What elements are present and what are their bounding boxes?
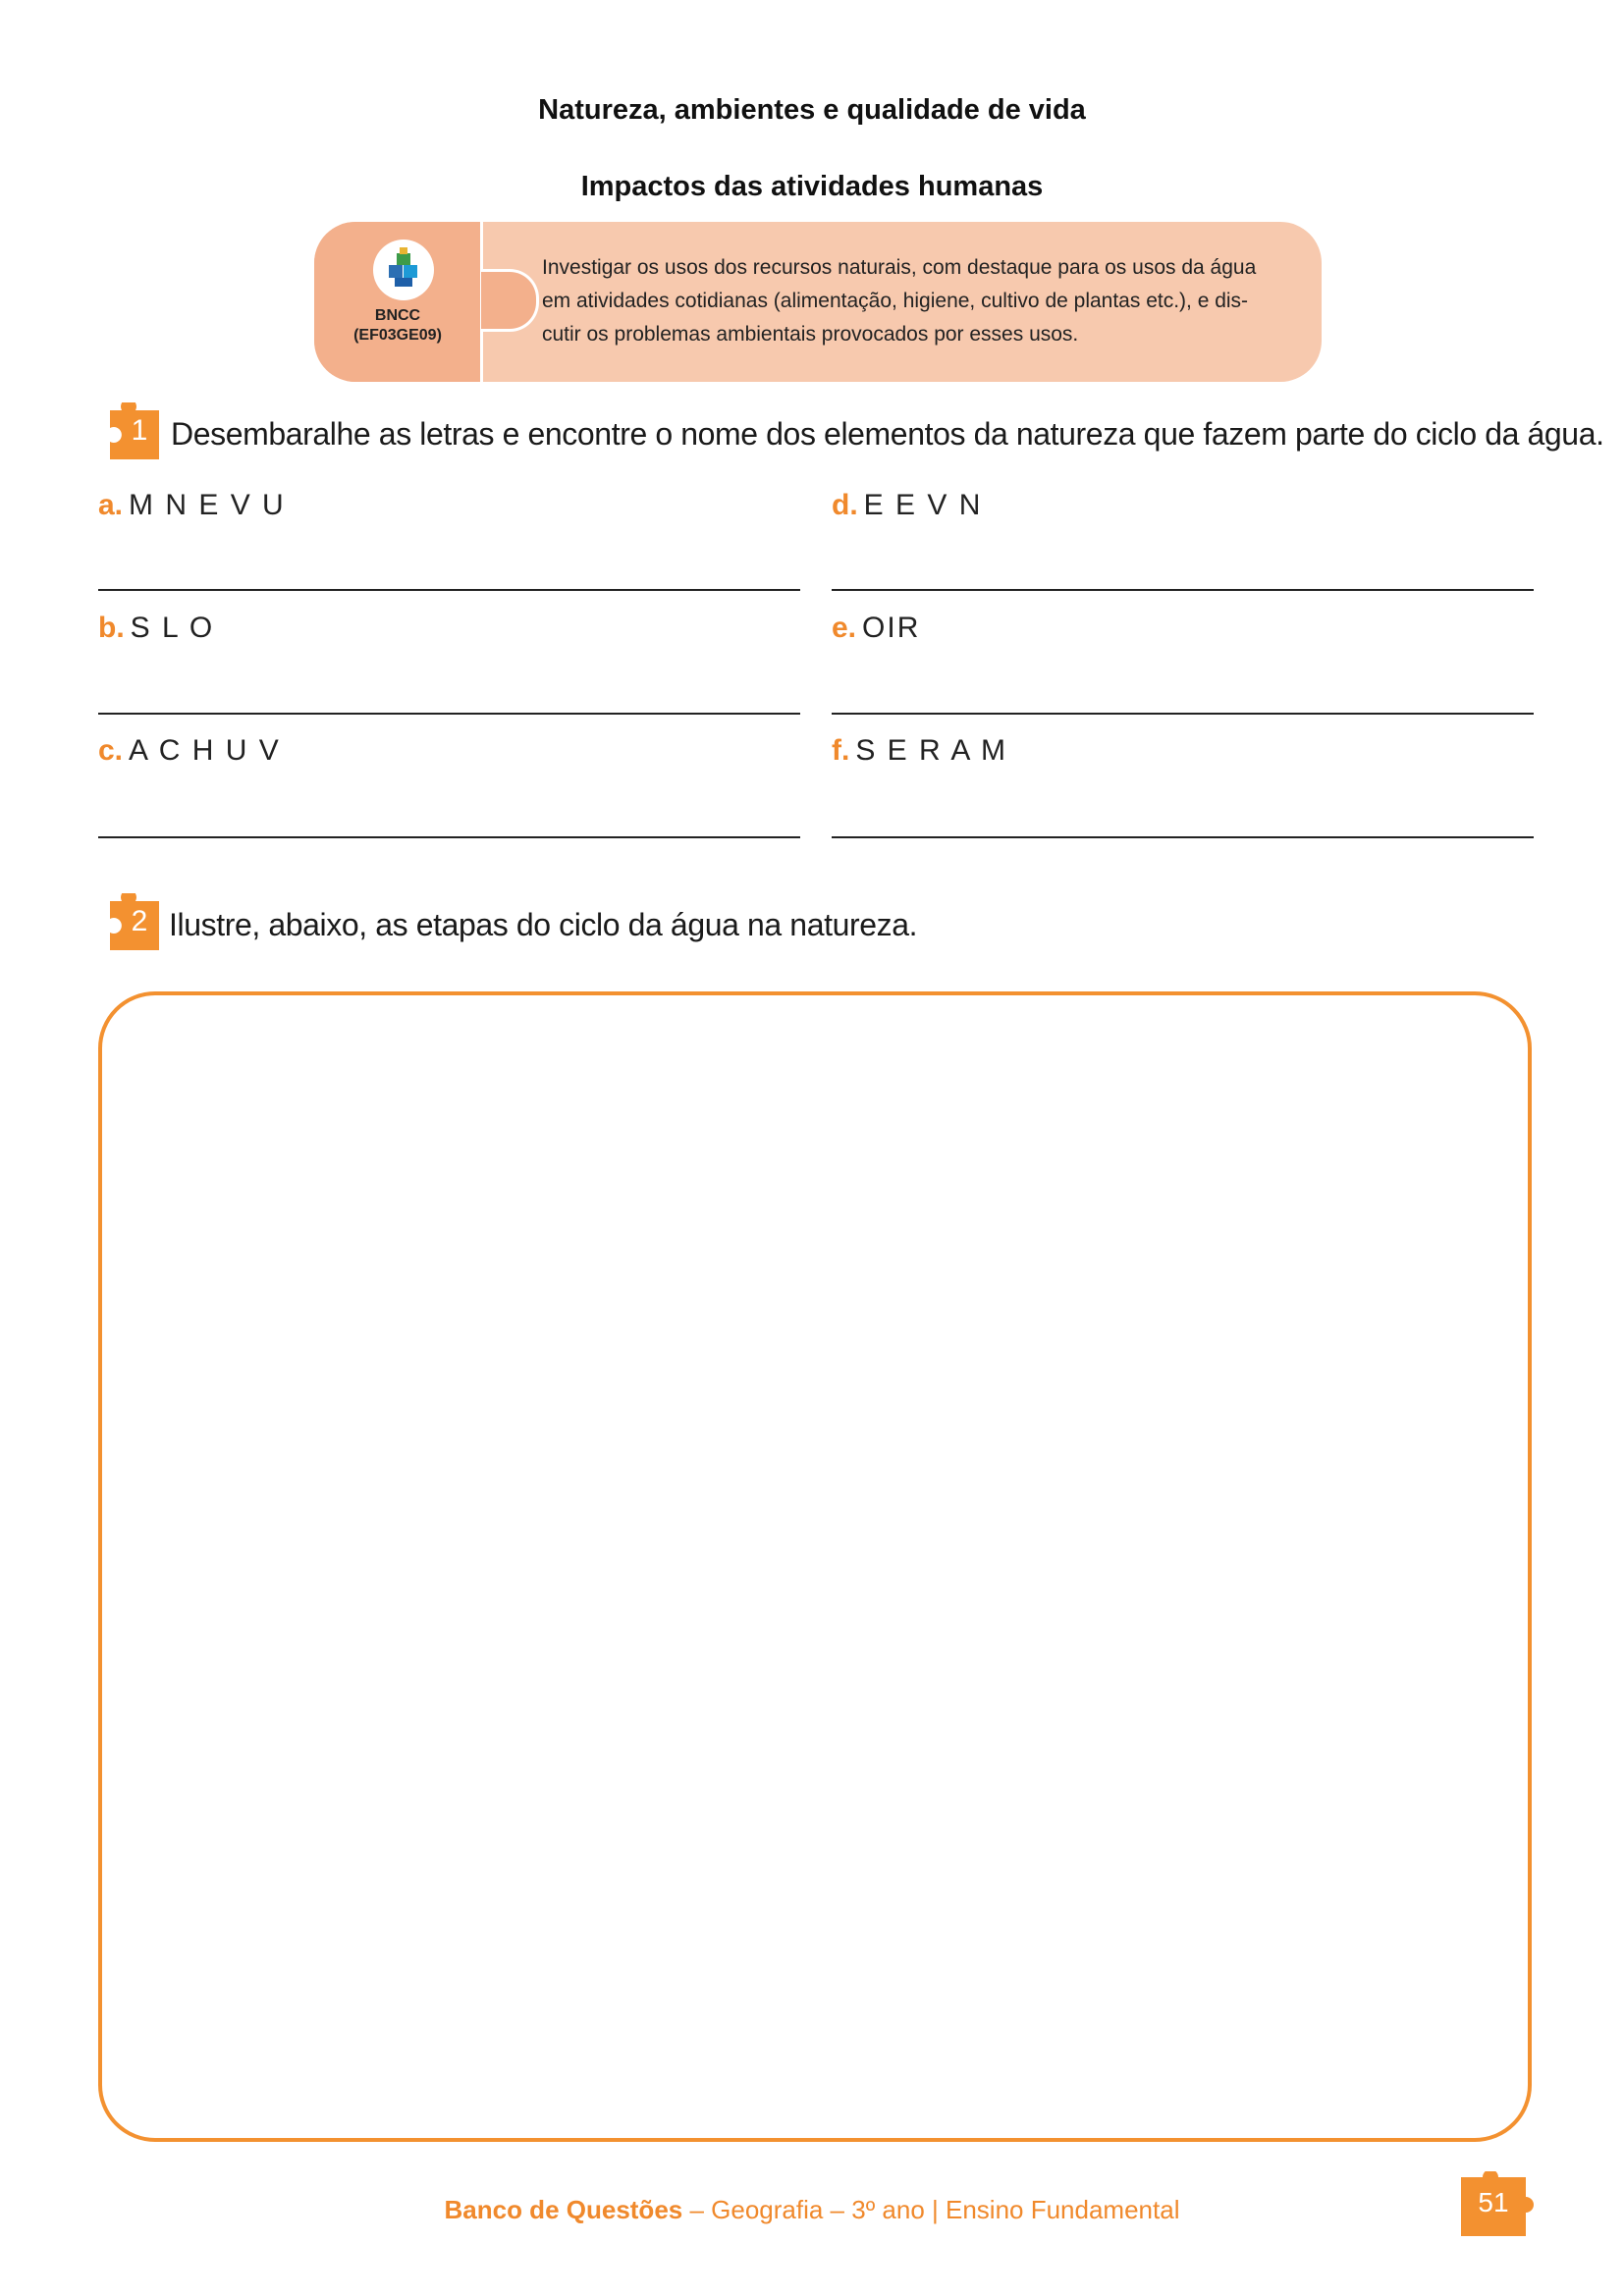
question-number: 1	[131, 414, 148, 447]
section-title: Natureza, ambientes e qualidade de vida	[538, 94, 1086, 126]
item-letter: f.	[832, 734, 850, 767]
answer-line-a[interactable]	[98, 589, 800, 591]
question-1-badge	[98, 402, 159, 459]
answer-item-d	[832, 489, 982, 522]
answer-item-c	[98, 734, 281, 768]
scrambled-word: E E V N	[863, 489, 983, 521]
scrambled-word: S E R A M	[855, 734, 1008, 767]
answer-item-f	[832, 734, 1007, 768]
scrambled-word: M N E V U	[129, 489, 286, 521]
bncc-banner	[314, 222, 1322, 382]
question-number: 2	[131, 905, 148, 937]
puzzle-tab-shape	[481, 269, 539, 332]
question-2-text: Ilustre, abaixo, as etapas do ciclo da água na natureza.	[169, 907, 918, 942]
answer-line-b[interactable]	[98, 713, 800, 715]
question-2-badge	[98, 893, 159, 950]
bncc-text-line: em atividades cotidianas (alimentação, higiene, cultivo de plantas etc.), e dis-	[542, 290, 1249, 312]
answer-item-a	[98, 489, 286, 522]
answer-line-c[interactable]	[98, 836, 800, 838]
scrambled-word: OIR	[862, 612, 921, 644]
footer-details: – Geografia – 3º ano | Ensino Fundamental	[682, 2195, 1180, 2224]
page-footer	[0, 2195, 1624, 2225]
bncc-text-line: Investigar os usos dos recursos naturais, com destaque para os usos da água	[542, 256, 1257, 279]
drawing-area[interactable]	[98, 991, 1532, 2142]
bncc-logo-icon	[373, 240, 434, 300]
item-letter: d.	[832, 489, 858, 521]
question-1-text: Desembaralhe as letras e encontre o nome dos elementos da natureza que fazem parte do ciclo da água.	[171, 416, 1604, 452]
bncc-text-line: cutir os problemas ambientais provocados por esses usos.	[542, 323, 1079, 346]
footer-book-title: Banco de Questões	[444, 2195, 683, 2224]
answer-line-d[interactable]	[832, 589, 1534, 591]
answer-item-e	[832, 612, 920, 645]
page-number: 51	[1478, 2187, 1509, 2217]
answer-line-f[interactable]	[832, 836, 1534, 838]
page-number-badge	[1461, 2171, 1543, 2236]
item-letter: c.	[98, 734, 124, 767]
item-letter: b.	[98, 612, 125, 644]
bncc-description	[542, 251, 1298, 351]
bncc-code: (EF03GE09)	[353, 327, 442, 344]
item-letter: e.	[832, 612, 857, 644]
scrambled-word: A C H U V	[129, 734, 281, 767]
item-letter: a.	[98, 489, 124, 521]
bncc-label: BNCC	[374, 307, 421, 324]
answer-line-e[interactable]	[832, 713, 1534, 715]
scrambled-word: S L O	[130, 612, 215, 644]
section-subtitle: Impactos das atividades humanas	[580, 171, 1044, 202]
answer-item-b	[98, 612, 214, 645]
